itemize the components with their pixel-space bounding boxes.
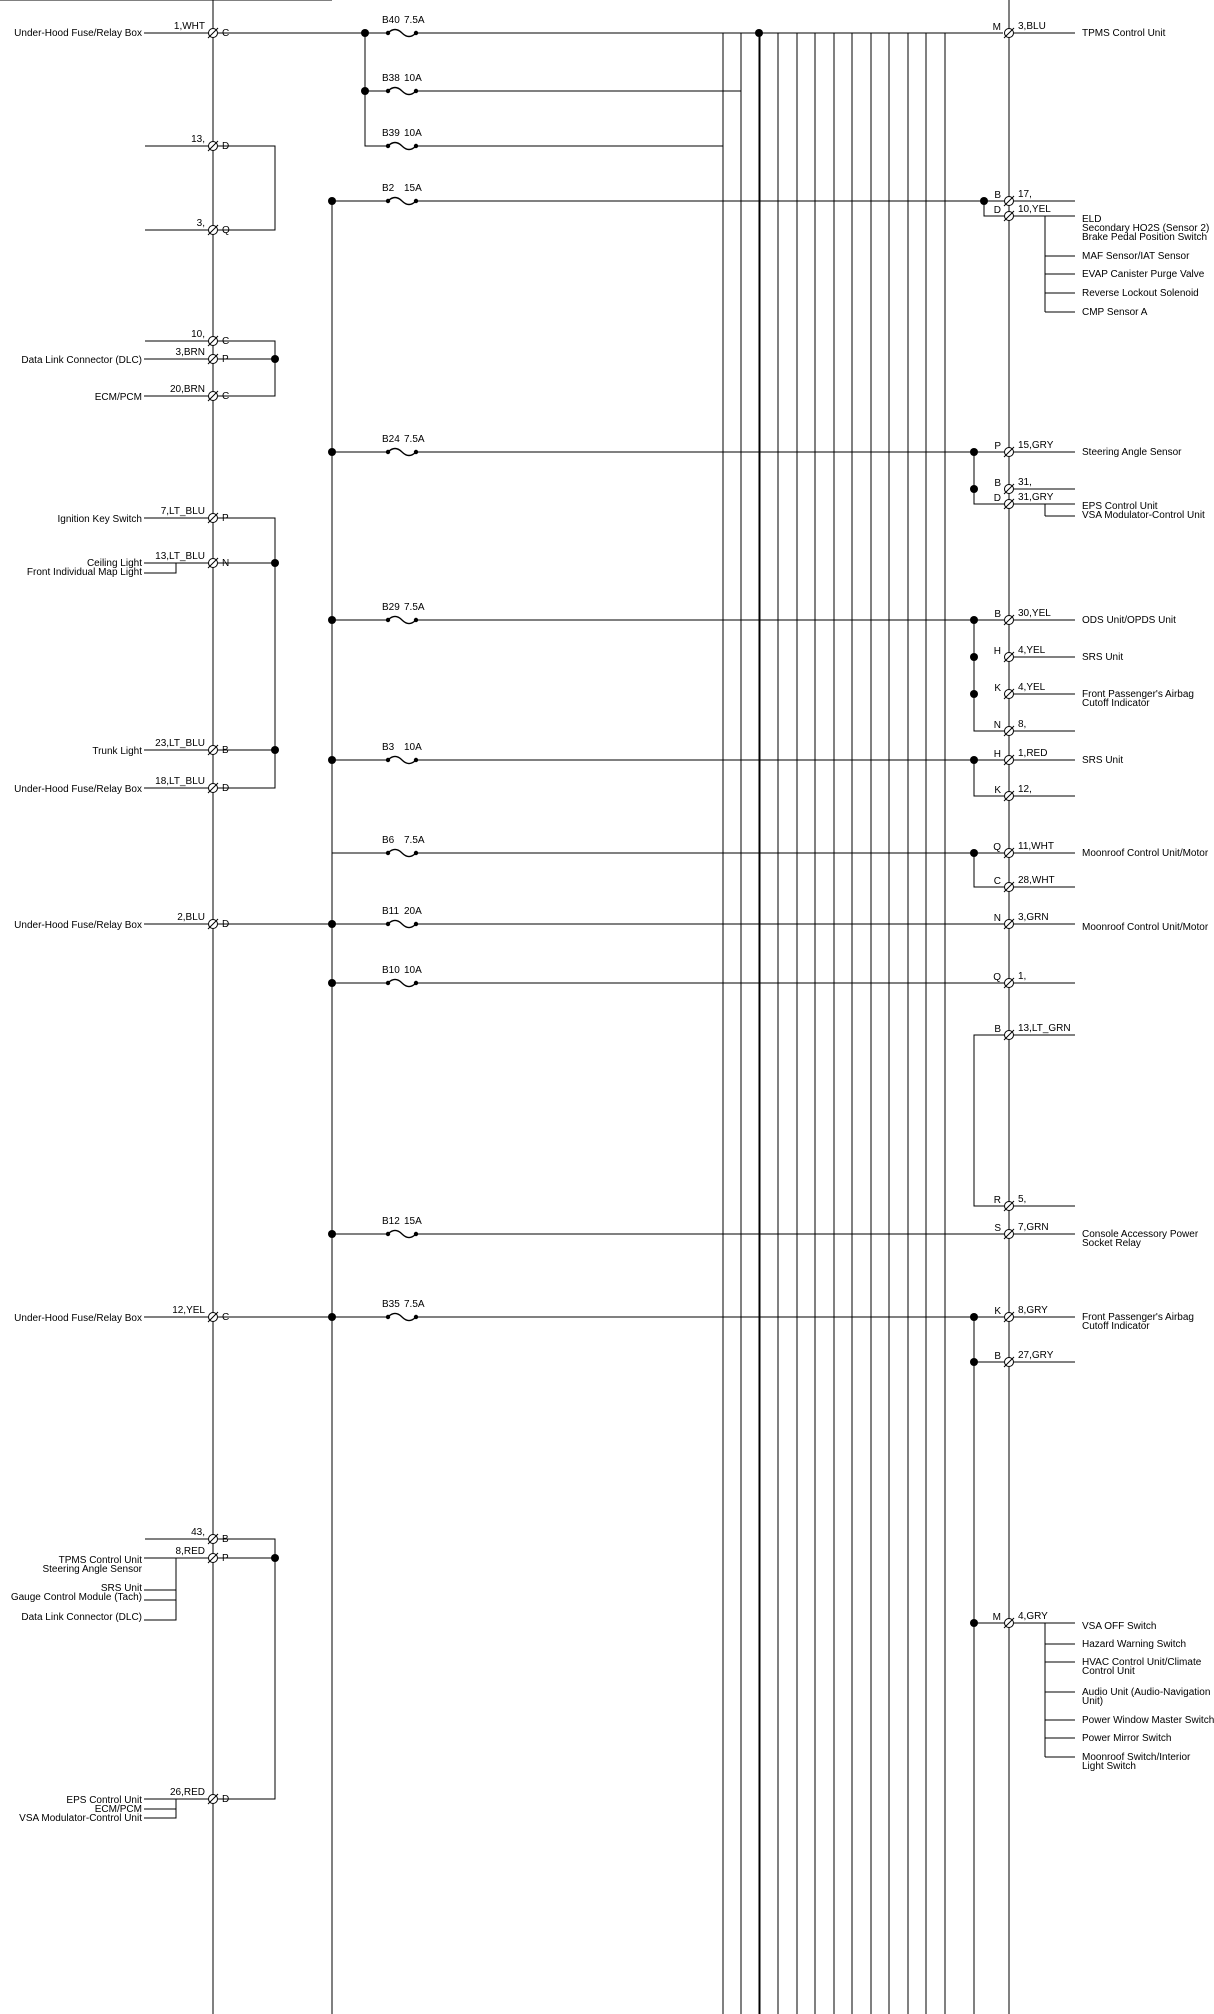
left-pin-letter: D [222, 141, 230, 152]
left-pin-letter: Q [222, 225, 230, 236]
fuse-terminal [414, 1315, 418, 1319]
right-component-label: VSA Modulator-Control Unit [1082, 510, 1205, 521]
right-pin-wire-label: 13,LT_GRN [1018, 1023, 1071, 1034]
fuse-rating: 10A [404, 965, 422, 976]
fuse-id: B3 [382, 742, 395, 753]
fuse-rating: 10A [404, 742, 422, 753]
right-component-label: HVAC Control Unit/Climate [1082, 1657, 1202, 1668]
fuse-icon [388, 198, 416, 205]
fuse-icon [388, 617, 416, 624]
right-pin-letter: M [992, 22, 1001, 33]
right-component-label: TPMS Control Unit [1082, 28, 1166, 39]
label-text: ECM/PCM [94, 1804, 142, 1815]
fuse-icon [388, 143, 416, 150]
right-component-label: EVAP Canister Purge Valve [1082, 269, 1205, 280]
label-text: TPMS Control Unit [58, 1555, 142, 1566]
junction-dot [980, 197, 988, 205]
fuse-terminal [386, 89, 390, 93]
left-pin-wire-label: 1,WHT [173, 21, 205, 32]
junction-dot [328, 1230, 336, 1238]
fuse-rating: 10A [404, 128, 422, 139]
junction-dot [328, 448, 336, 456]
right-jumper [974, 1035, 1004, 1206]
left-component-label: Under-Hood Fuse/Relay Box [14, 920, 142, 931]
right-pin-letter: K [994, 683, 1001, 694]
left-pin-letter: C [222, 1312, 230, 1323]
fuse-rating: 7.5A [404, 434, 425, 445]
right-pin-wire-label: 4,GRY [1018, 1611, 1048, 1622]
fuse-id: B29 [382, 602, 400, 613]
right-pin-letter: K [994, 785, 1001, 796]
right-pin-letter: N [993, 913, 1001, 924]
right-component-label: SRS Unit [1082, 755, 1124, 766]
right-pin-wire-label: 3,GRN [1018, 912, 1049, 923]
fuse-rating: 7.5A [404, 1299, 425, 1310]
left-component-label: Data Link Connector (DLC) [21, 355, 142, 366]
fuse-terminal [414, 922, 418, 926]
right-pin-letter: B [994, 478, 1001, 489]
junction-dot [970, 485, 978, 493]
fuse-terminal [414, 450, 418, 454]
junction-dot [271, 1554, 279, 1562]
right-pin-wire-label: 31, [1018, 477, 1032, 488]
left-pin-letter: C [222, 28, 230, 39]
fuse-icon [388, 850, 416, 857]
right-component-label: Secondary HO2S (Sensor 2) [1082, 223, 1210, 234]
right-pin-letter: K [994, 1306, 1001, 1317]
right-jumper [974, 620, 1004, 731]
fuse-icon [388, 757, 416, 764]
label-text: Data Link Connector (DLC) [21, 1612, 142, 1623]
left-pin-letter: B [222, 1534, 229, 1545]
junction-dot [328, 616, 336, 624]
fuse-id: B24 [382, 434, 400, 445]
junction-dot [271, 355, 279, 363]
right-component-label: Power Mirror Switch [1082, 1733, 1172, 1744]
right-component-label: Brake Pedal Position Switch [1082, 232, 1208, 243]
right-component-label: MAF Sensor/IAT Sensor [1082, 251, 1190, 262]
fuse-id: B10 [382, 965, 400, 976]
label-text: SRS Unit [100, 1583, 142, 1594]
left-pin-wire-label: 23,LT_BLU [155, 738, 205, 749]
right-component-label: Front Passenger's Airbag [1082, 689, 1194, 700]
left-jumper [218, 1539, 275, 1799]
right-pin-wire-label: 31,GRY [1018, 492, 1054, 503]
junction-dot [328, 197, 336, 205]
label-text: VSA Modulator-Control Unit [19, 1813, 142, 1824]
fuse-icon [388, 1314, 416, 1321]
right-pin-letter: Q [993, 972, 1001, 983]
right-component-label: Control Unit [1082, 1666, 1135, 1677]
left-pin-wire-label: 2,BLU [177, 912, 205, 923]
label-text: Steering Angle Sensor [42, 1564, 142, 1575]
fuse-icon [388, 449, 416, 456]
right-pin-wire-label: 27,GRY [1018, 1350, 1054, 1361]
left-pin-wire-label: 18,LT_BLU [155, 776, 205, 787]
left-branch [144, 1558, 176, 1620]
right-pin-wire-label: 4,YEL [1018, 645, 1046, 656]
right-pin-wire-label: 11,WHT [1018, 841, 1054, 852]
fuse-rating: 10A [404, 73, 422, 84]
left-pin-letter: P [222, 1553, 229, 1564]
left-component-label: ECM/PCM [94, 392, 142, 403]
right-pin-wire-label: 1, [1018, 971, 1027, 982]
fuse-terminal [414, 199, 418, 203]
junction-dot [970, 448, 978, 456]
fuse-id: B40 [382, 15, 400, 26]
left-component-label: Trunk Light [92, 746, 142, 757]
fuse-rating: 7.5A [404, 835, 425, 846]
right-component-label: SRS Unit [1082, 652, 1124, 663]
junction-dots [271, 29, 988, 1627]
right-pin-wire-label: 7,GRN [1018, 1222, 1049, 1233]
junction-dot [970, 849, 978, 857]
fuse-rating: 7.5A [404, 15, 425, 26]
right-pin-wire-label: 8,GRY [1018, 1305, 1048, 1316]
fuse-terminal [386, 922, 390, 926]
left-pin-wire-label: 13,LT_BLU [155, 551, 205, 562]
fuse-terminal [414, 851, 418, 855]
left-pin-wire-label: 3, [196, 218, 205, 229]
right-component-label: Moonroof Control Unit/Motor [1082, 848, 1209, 859]
junction-dot [970, 653, 978, 661]
fuse-terminal [386, 851, 390, 855]
right-component-label: Socket Relay [1082, 1238, 1141, 1249]
fuse-id: B2 [382, 183, 395, 194]
fuse-icon [388, 1231, 416, 1238]
fuse-terminal [386, 618, 390, 622]
left-pin-wire-label: 12,YEL [172, 1305, 205, 1316]
fuse-terminal [414, 618, 418, 622]
left-branch [144, 563, 176, 573]
left-pin-wire-label: 20,BRN [169, 384, 205, 395]
junction-dot [361, 87, 369, 95]
right-pin-wire-label: 1,RED [1018, 748, 1048, 759]
left-component-label: Under-Hood Fuse/Relay Box [14, 1313, 142, 1324]
right-component-label: EPS Control Unit [1082, 501, 1158, 512]
right-component-label: Power Window Master Switch [1082, 1715, 1214, 1726]
junction-dot [271, 559, 279, 567]
left-pin-wire-label: 8,RED [175, 1546, 205, 1557]
fuse-id: B6 [382, 835, 395, 846]
junction-dot [328, 756, 336, 764]
fuse-icon [388, 30, 416, 37]
fuse-rating: 15A [404, 183, 422, 194]
left-pin-letter: P [222, 513, 229, 524]
fuse-terminal [386, 450, 390, 454]
fuse-icon [388, 88, 416, 95]
left-pin-letter: D [222, 783, 230, 794]
fuse-terminal [386, 144, 390, 148]
junction-dot [970, 1619, 978, 1627]
left-jumper [218, 146, 275, 230]
right-pin-wire-label: 3,BLU [1018, 21, 1046, 32]
right-pin-wire-label: 5, [1018, 1194, 1027, 1205]
right-pin-letter: B [994, 1351, 1001, 1362]
junction-dot [970, 756, 978, 764]
right-pin-wire-label: 12, [1018, 784, 1032, 795]
right-pin-letter: B [994, 1024, 1001, 1035]
right-component-label: Cutoff Indicator [1082, 698, 1150, 709]
right-component-label: Console Accessory Power [1082, 1229, 1199, 1240]
left-pin-wire-label: 43, [191, 1527, 205, 1538]
left-pin-letter: D [222, 1794, 230, 1805]
fuse-terminal [386, 1232, 390, 1236]
junction-dot [328, 1313, 336, 1321]
left-pin-letter: B [222, 745, 229, 756]
junction-dot [271, 746, 279, 754]
left-component-label: Ignition Key Switch [57, 514, 142, 525]
fuse-terminal [414, 89, 418, 93]
fuse-id: B12 [382, 1216, 400, 1227]
junction-dot [328, 920, 336, 928]
left-component-label: Front Individual Map Light [26, 567, 142, 578]
fuse-terminal [386, 981, 390, 985]
right-component-label: Front Passenger's Airbag [1082, 1312, 1194, 1323]
junction-dot [328, 979, 336, 987]
right-component-label: Moonroof Control Unit/Motor [1082, 922, 1209, 933]
junction-dot [970, 690, 978, 698]
right-pin-letter: H [993, 646, 1001, 657]
labels [11, 15, 1214, 1824]
fuse-terminal [414, 981, 418, 985]
right-pin-wire-label: 4,YEL [1018, 682, 1046, 693]
fuse-rating: 7.5A [404, 602, 425, 613]
right-pin-letter: S [994, 1223, 1001, 1234]
right-pin-wire-label: 30,YEL [1018, 608, 1051, 619]
junction-dot [755, 29, 763, 37]
right-pin-letter: D [993, 493, 1001, 504]
junction-dot [970, 1358, 978, 1366]
right-component-label: Light Switch [1082, 1761, 1136, 1772]
fuse-terminal [386, 1315, 390, 1319]
junction-dot [361, 29, 369, 37]
right-pin-wire-label: 15,GRY [1018, 440, 1054, 451]
fuse-icon [388, 980, 416, 987]
left-pin-letter: C [222, 336, 230, 347]
fuse-terminal [414, 31, 418, 35]
fuse-terminal [386, 758, 390, 762]
fuse-icon [388, 921, 416, 928]
left-pin-wire-label: 26,RED [169, 1787, 205, 1798]
left-pin-letter: N [222, 558, 230, 569]
right-component-label: VSA OFF Switch [1082, 1621, 1157, 1632]
fuse-terminal [386, 31, 390, 35]
right-component-label: Unit) [1082, 1696, 1104, 1707]
left-component-label: Ceiling Light [86, 558, 142, 569]
left-pin-wire-label: 3,BRN [175, 347, 205, 358]
left-pin-wire-label: 10, [191, 329, 205, 340]
right-component-label: Steering Angle Sensor [1082, 447, 1182, 458]
left-pin-wire-label: 13, [191, 134, 205, 145]
right-pin-letter: H [993, 749, 1001, 760]
right-component-label: Cutoff Indicator [1082, 1321, 1150, 1332]
fuse-terminal [414, 144, 418, 148]
right-pin-wire-label: 28,WHT [1018, 875, 1055, 886]
fuse-id: B39 [382, 128, 400, 139]
left-jumper [218, 341, 275, 396]
right-component-label: ELD [1082, 214, 1102, 225]
right-component-label: ODS Unit/OPDS Unit [1082, 615, 1176, 626]
right-component-label: Audio Unit (Audio-Navigation [1082, 1687, 1211, 1698]
right-component-label: Reverse Lockout Solenoid [1082, 288, 1199, 299]
right-component-label: Hazard Warning Switch [1082, 1639, 1187, 1650]
right-pin-letter: B [994, 609, 1001, 620]
right-pin-letter: M [992, 1612, 1001, 1623]
right-pin-letter: R [993, 1195, 1001, 1206]
fuse-terminal [414, 1232, 418, 1236]
left-pin-letter: D [222, 919, 230, 930]
right-pin-wire-label: 8, [1018, 719, 1027, 730]
right-component-label: Moonroof Switch/Interior [1082, 1752, 1191, 1763]
left-pin-letter: P [222, 354, 229, 365]
right-pin-letter: Q [993, 842, 1001, 853]
left-component-label: Under-Hood Fuse/Relay Box [14, 28, 142, 39]
fuse-id: B38 [382, 73, 400, 84]
left-pin-wire-label: 7,LT_BLU [160, 506, 205, 517]
left-component-label: Under-Hood Fuse/Relay Box [14, 784, 142, 795]
junction-dot [970, 616, 978, 624]
right-pin-wire-label: 10,YEL [1018, 204, 1051, 215]
fuse-id: B11 [382, 906, 400, 917]
right-pin-wire-label: 17, [1018, 189, 1032, 200]
right-pin-letter: B [994, 190, 1001, 201]
right-pin-letter: N [993, 720, 1001, 731]
right-pin-letter: C [993, 876, 1001, 887]
fuse-rating: 15A [404, 1216, 422, 1227]
left-pin-letter: C [222, 391, 230, 402]
right-pin-letter: P [994, 441, 1001, 452]
label-text: EPS Control Unit [66, 1795, 142, 1806]
right-component-label: CMP Sensor A [1082, 307, 1148, 318]
label-text: Gauge Control Module (Tach) [10, 1592, 142, 1603]
junction-dot [970, 1313, 978, 1321]
fuse-rating: 20A [404, 906, 422, 917]
fuse-terminal [386, 199, 390, 203]
fuse-id: B35 [382, 1299, 400, 1310]
fuse-terminal [414, 758, 418, 762]
right-pin-letter: D [993, 205, 1001, 216]
